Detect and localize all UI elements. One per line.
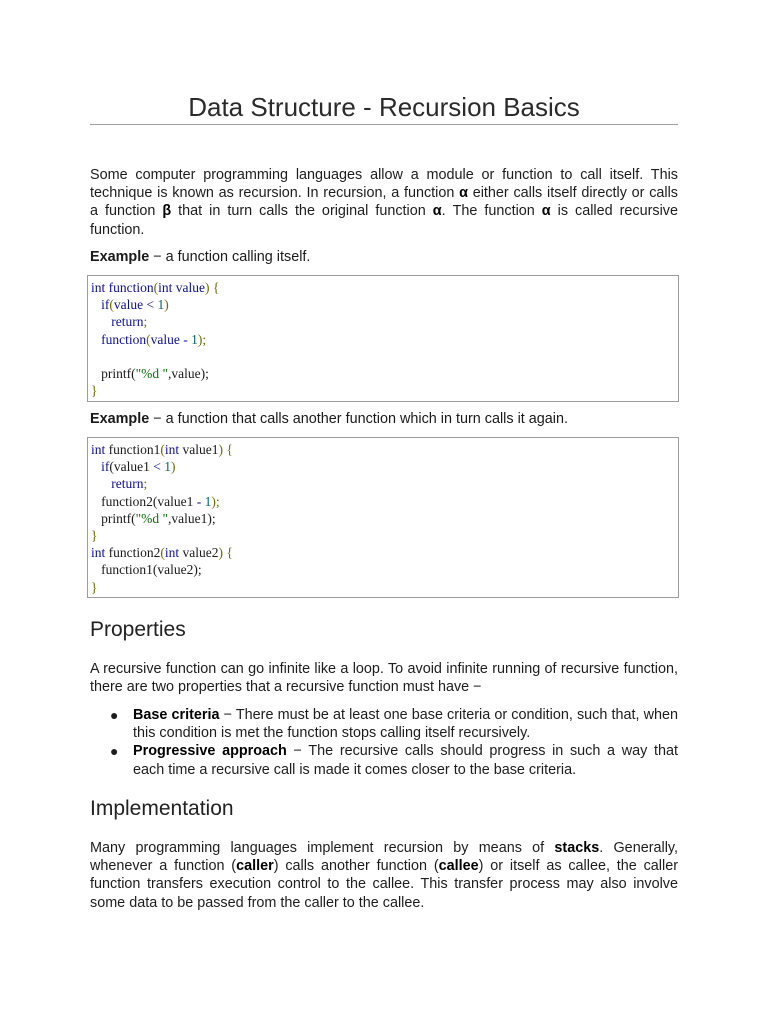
code-line xyxy=(91,365,678,382)
code-line xyxy=(91,313,678,330)
code-token: ( xyxy=(146,331,151,347)
code-token: ); xyxy=(211,493,220,509)
code-token: int xyxy=(158,280,173,295)
example-description: − a function calling itself. xyxy=(149,249,311,265)
code-token: value xyxy=(175,280,206,295)
properties-list xyxy=(90,706,678,779)
code-line xyxy=(91,493,678,510)
code-token: return xyxy=(111,314,144,330)
code-line xyxy=(91,331,678,348)
code-token: } xyxy=(91,527,98,543)
code-token: printf( xyxy=(91,510,136,526)
code-token: - xyxy=(179,331,192,347)
code-token: function2(value1 xyxy=(91,493,197,509)
code-token: value1 xyxy=(179,442,219,457)
code-line xyxy=(91,348,678,365)
bullet-term: Base criteria xyxy=(133,707,220,723)
code-line xyxy=(91,382,678,399)
code-token: function2 xyxy=(105,545,161,561)
beta-symbol: β xyxy=(162,203,172,220)
code-token: int xyxy=(164,442,180,457)
intro-text-4: . The function xyxy=(441,203,542,220)
impl-text-4: ) or itself as callee, the caller function transfers execution control to the callee. This transfer process may also involve some data to be passed from the caller to the callee. xyxy=(90,858,679,911)
example-label: Example xyxy=(90,249,150,265)
intro-text-5: is called recursive function. xyxy=(90,203,678,238)
alpha-symbol: α xyxy=(541,203,551,220)
stacks-term: stacks xyxy=(554,840,600,856)
code-token: 1 xyxy=(204,493,212,509)
code-token: ); xyxy=(197,331,207,347)
code-token: int xyxy=(91,280,106,295)
code-block-1 xyxy=(87,275,679,402)
bullet-text: − There must be at least one base criteria or condition, such that, when this condition is met the function stops calling itself recursively. xyxy=(133,707,678,742)
code-token: } xyxy=(91,579,98,595)
example-2-caption xyxy=(90,410,568,428)
code-token: ) xyxy=(170,459,176,475)
code-token: if xyxy=(101,459,110,475)
code-token: value xyxy=(150,331,180,347)
code-line xyxy=(91,561,678,578)
code-token: "%d " xyxy=(135,510,169,526)
code-token: int xyxy=(91,442,106,457)
intro-paragraph xyxy=(90,166,678,239)
code-token: int xyxy=(164,545,180,561)
code-token: - xyxy=(196,493,202,509)
code-token xyxy=(91,297,101,312)
code-token: ) xyxy=(164,297,169,313)
alpha-symbol: α xyxy=(432,203,442,220)
code-line xyxy=(91,296,678,313)
code-line xyxy=(91,510,678,527)
code-token xyxy=(91,314,111,329)
code-line xyxy=(91,458,678,475)
code-token: ; xyxy=(143,314,148,330)
code-token: < xyxy=(153,459,161,475)
code-line xyxy=(91,279,678,296)
code-token: if xyxy=(101,297,110,313)
caller-term: caller xyxy=(236,858,274,875)
code-token: return xyxy=(111,476,144,492)
code-token: function xyxy=(108,280,154,295)
code-line xyxy=(91,475,678,492)
page-title: Data Structure - Recursion Basics xyxy=(188,92,580,122)
example-1-caption xyxy=(90,248,310,266)
code-token: (value1 xyxy=(109,459,154,475)
bullet-term: Progressive approach xyxy=(133,743,287,760)
properties-heading: Properties xyxy=(90,618,186,641)
code-token: ) { xyxy=(218,442,233,457)
code-line xyxy=(91,579,678,596)
code-token xyxy=(91,459,101,474)
code-token: 1 xyxy=(191,331,198,347)
code-token: function1 xyxy=(105,442,161,457)
bullet-icon: ● xyxy=(110,707,119,723)
code-token: ) { xyxy=(205,280,220,295)
alpha-symbol: α xyxy=(459,185,468,202)
code-token: "%d " xyxy=(135,365,169,381)
code-token: value2 xyxy=(179,545,219,561)
title-divider xyxy=(90,124,678,125)
code-line xyxy=(91,441,678,458)
code-token: int xyxy=(91,545,106,561)
impl-text-1: Many programming languages implement recursion by means of xyxy=(90,840,555,856)
code-token: function xyxy=(101,331,147,347)
example-description: − a function that calls another function which in turn calls it again. xyxy=(149,411,568,427)
code-token: ,value); xyxy=(168,365,209,381)
code-token: ) { xyxy=(218,545,233,561)
code-token: function1(value2); xyxy=(91,562,202,578)
code-block-2 xyxy=(87,437,679,598)
intro-text-2: either calls itself directly or calls a function xyxy=(90,185,678,220)
code-token: 1 xyxy=(164,459,171,475)
code-token: ( xyxy=(153,280,159,295)
implementation-heading: Implementation xyxy=(90,797,234,820)
code-token: ( xyxy=(109,297,114,313)
bullet-icon: ● xyxy=(110,743,119,760)
implementation-paragraph xyxy=(90,839,678,912)
code-token: value xyxy=(113,297,144,313)
list-item xyxy=(90,742,678,778)
code-token: 1 xyxy=(157,297,165,313)
code-token: < xyxy=(143,297,158,313)
code-token: ,value1); xyxy=(168,510,216,526)
impl-text-2: . Generally, whenever a function ( xyxy=(90,840,679,875)
properties-paragraph: A recursive function can go infinite like a loop. To avoid infinite running of recursive function, there are two properties that a recursive function must have − xyxy=(90,661,678,696)
intro-text-3: that in turn calls the original function xyxy=(171,203,433,220)
list-item xyxy=(90,706,678,742)
callee-term: callee xyxy=(438,858,479,875)
bullet-text: − The recursive calls should progress in such a way that each time a recursive call is made it comes closer to the base criteria. xyxy=(133,743,678,778)
code-line xyxy=(91,527,678,544)
example-label: Example xyxy=(90,411,150,427)
code-token: ( xyxy=(160,545,165,561)
code-token: } xyxy=(91,383,98,399)
code-token xyxy=(91,476,111,491)
code-token: printf( xyxy=(91,365,136,381)
intro-text-1: Some computer programming languages allow a module or function to call itself. This technique is known as recursion. In recursion, a function xyxy=(90,167,678,202)
code-token: ( xyxy=(160,442,165,457)
code-token xyxy=(91,332,101,347)
code-token: ; xyxy=(143,476,148,492)
impl-text-3: ) calls another function ( xyxy=(273,858,439,875)
code-line xyxy=(91,544,678,561)
